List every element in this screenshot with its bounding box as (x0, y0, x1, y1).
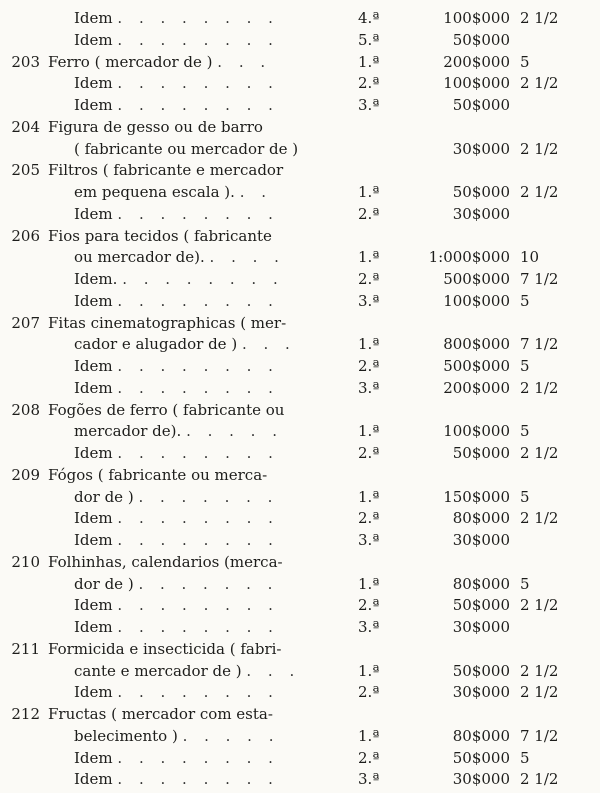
tax-value: 100$000 (443, 9, 510, 27)
table-row (0, 485, 600, 509)
item-description (74, 659, 346, 683)
item-description-text: em pequena escala ). (74, 183, 235, 201)
tax-value: 100$000 (443, 291, 510, 310)
item-description (74, 506, 346, 530)
class-rank: 1.ª (358, 422, 380, 441)
table-row (0, 289, 600, 313)
class-rank: 3.ª (358, 770, 380, 789)
tax-value: 30$000 (452, 139, 510, 158)
item-description (74, 572, 346, 596)
item-description (74, 71, 346, 95)
table-row (0, 463, 600, 487)
rate: 5 (520, 748, 530, 767)
dot-leader: . . . . . . . . (117, 748, 279, 767)
dot-leader: . . . . . . . . (117, 683, 279, 702)
item-description (74, 376, 346, 400)
dot-leader: . . . . . . . (138, 487, 279, 506)
class-rank: 2.ª (358, 204, 380, 223)
dot-leader: . . . . . . . . (117, 770, 279, 789)
class-rank: 2.ª (358, 748, 380, 767)
table-row (0, 93, 600, 117)
tax-value: 50$000 (452, 96, 510, 114)
class-rank: 2.ª (358, 596, 380, 615)
item-description-text: Fógos ( fabricante ou merca- (48, 465, 268, 484)
item-description-text: Figura de gesso ou de barro (48, 117, 263, 136)
item-description-text: Formicida e insecticida ( fabri- (48, 639, 282, 658)
tax-value: 100$000 (443, 74, 510, 93)
class-rank: 1.ª (358, 183, 380, 201)
table-row (0, 746, 600, 770)
item-description (74, 289, 346, 313)
item-description-text: Idem (74, 509, 113, 528)
item-number: 203 (11, 52, 40, 71)
class-rank: 2.ª (358, 270, 380, 288)
class-rank: 5.ª (358, 30, 380, 49)
tax-value: 80$000 (452, 574, 510, 593)
tax-value: 500$000 (443, 357, 510, 375)
item-number: 204 (11, 117, 40, 136)
item-description (74, 419, 346, 443)
table-row (0, 767, 600, 791)
rate: 2 1/2 (520, 509, 559, 528)
item-description (48, 311, 346, 335)
table-row (0, 376, 600, 400)
rate: 2 1/2 (520, 139, 559, 158)
table-row (0, 506, 600, 530)
rate: 2 1/2 (520, 183, 559, 201)
item-description (74, 593, 346, 617)
dot-leader: . . . . . (182, 726, 280, 745)
class-rank: 1.ª (358, 487, 380, 506)
item-description-text: Idem. (74, 270, 118, 288)
item-description-text: Filtros ( fabricante e mercador (48, 161, 284, 180)
rate: 5 (520, 357, 530, 375)
item-description (48, 224, 346, 248)
tax-value: 30$000 (452, 531, 510, 549)
item-description (48, 50, 346, 74)
item-description (74, 724, 346, 748)
item-description-text: Idem (74, 770, 113, 789)
item-description (74, 441, 346, 465)
item-description (74, 93, 346, 117)
tax-value: 50$000 (452, 444, 510, 462)
tax-value: 50$000 (452, 748, 510, 767)
dot-leader: . . . . . . . . (117, 509, 279, 528)
item-description-text: Fios para tecidos ( fabricante (48, 226, 272, 245)
item-description (48, 637, 346, 661)
class-rank: 3.ª (358, 291, 380, 310)
class-rank: 1.ª (358, 574, 380, 593)
dot-leader: . . . . . . . (138, 574, 279, 593)
dot-leader: . . . . . . . . (117, 30, 279, 49)
dot-leader: . . . . . . . . (122, 270, 284, 288)
rate: 5 (520, 52, 530, 71)
item-description (74, 615, 346, 639)
item-description-text: belecimento ) (74, 726, 178, 745)
tax-value: 30$000 (452, 770, 510, 789)
item-description (74, 28, 346, 52)
table-row (0, 419, 600, 443)
item-description (74, 180, 346, 204)
class-rank: 2.ª (358, 444, 380, 462)
tax-value: 150$000 (443, 487, 510, 506)
table-row (0, 724, 600, 748)
class-rank: 1.ª (358, 335, 380, 354)
rate: 10 (520, 248, 540, 267)
rate: 5 (520, 422, 530, 441)
table-row (0, 180, 600, 204)
item-description-text: Idem (74, 618, 113, 636)
item-number: 207 (11, 313, 40, 332)
rate: 7 1/2 (520, 726, 559, 745)
item-description (74, 332, 346, 356)
table-row (0, 593, 600, 617)
item-description-text: Idem (74, 378, 113, 397)
item-description-text: dor de ) (74, 487, 134, 506)
dot-leader: . . . . . . . . (117, 204, 279, 223)
rate: 2 1/2 (520, 378, 559, 397)
dot-leader: . . . . . . . . (117, 378, 279, 397)
item-description (74, 485, 346, 509)
table-row (0, 267, 600, 291)
item-description-text: ou mercador de). (74, 248, 205, 267)
item-description-text: Idem (74, 291, 113, 310)
item-description (74, 767, 346, 791)
item-description (74, 202, 346, 226)
item-description-text: cante e mercador de ) (74, 661, 242, 680)
item-number: 206 (11, 226, 40, 245)
item-description (74, 6, 346, 30)
item-description-text: Idem (74, 748, 113, 767)
table-row (0, 659, 600, 683)
dot-leader: . . . (217, 52, 272, 71)
item-description (48, 550, 346, 574)
item-description (74, 137, 346, 161)
table-row (0, 550, 600, 574)
table-row (0, 311, 600, 335)
class-rank: 2.ª (358, 357, 380, 375)
table-row (0, 615, 600, 639)
item-description (48, 463, 346, 487)
tax-value: 1:000$000 (428, 248, 510, 267)
rate: 2 1/2 (520, 661, 559, 680)
item-number: 210 (11, 552, 40, 571)
item-description-text: Idem (74, 444, 113, 462)
table-row (0, 245, 600, 269)
item-description-text: Idem (74, 357, 113, 375)
tax-value: 80$000 (452, 726, 510, 745)
item-description-text: dor de ) (74, 574, 134, 593)
item-description-text: Idem (74, 96, 113, 114)
tax-value: 500$000 (443, 270, 510, 288)
tax-value: 30$000 (452, 618, 510, 636)
tax-value: 50$000 (452, 596, 510, 615)
tax-value: 50$000 (452, 661, 510, 680)
tax-value: 50$000 (452, 30, 510, 49)
item-description (74, 528, 346, 552)
table-row (0, 202, 600, 226)
table-row (0, 702, 600, 726)
dot-leader: . . . (241, 335, 296, 354)
dot-leader: . . (239, 183, 272, 201)
rate: 2 1/2 (520, 74, 559, 93)
dot-leader: . . . . . . . . (117, 357, 279, 375)
item-description-text: cador e alugador de ) (74, 335, 238, 354)
item-description-text: Idem (74, 596, 113, 615)
item-number: 209 (11, 465, 40, 484)
class-rank: 3.ª (358, 96, 380, 114)
rate: 5 (520, 487, 530, 506)
tax-value: 80$000 (452, 509, 510, 528)
class-rank: 1.ª (358, 52, 380, 71)
table-row (0, 441, 600, 465)
tax-value: 50$000 (452, 183, 510, 201)
table-row (0, 354, 600, 378)
item-description-text: Idem (74, 531, 113, 549)
table-row (0, 398, 600, 422)
table-row (0, 572, 600, 596)
tax-value: 30$000 (452, 683, 510, 702)
dot-leader: . . . . . . . . (117, 9, 279, 27)
rate: 7 1/2 (520, 270, 559, 288)
tax-value: 200$000 (443, 378, 510, 397)
item-description-text: Fogões de ferro ( fabricante ou (48, 400, 285, 419)
rate: 2 1/2 (520, 444, 559, 462)
item-number: 212 (11, 705, 40, 723)
class-rank: 2.ª (358, 74, 380, 93)
dot-leader: . . . . . . . . (117, 444, 279, 462)
item-description-text: Idem (74, 30, 113, 49)
class-rank: 3.ª (358, 531, 380, 549)
dot-leader: . . . . . . . . (117, 618, 279, 636)
item-description (74, 245, 346, 269)
item-description (48, 158, 346, 182)
class-rank: 2.ª (358, 683, 380, 702)
item-description (48, 702, 346, 726)
dot-leader: . . . (246, 661, 301, 680)
table-row (0, 637, 600, 661)
item-description (48, 115, 346, 139)
class-rank: 1.ª (358, 661, 380, 680)
table-row (0, 50, 600, 74)
item-description (48, 398, 346, 422)
item-description-text: Fructas ( mercador com esta- (48, 705, 273, 723)
table-row (0, 115, 600, 139)
tax-value: 100$000 (443, 422, 510, 441)
rate: 2 1/2 (520, 770, 559, 789)
dot-leader: . . . . . . . . (117, 531, 279, 549)
class-rank: 4.ª (358, 9, 380, 27)
item-number: 205 (11, 161, 40, 180)
dot-leader: . . . . . . . . (117, 74, 279, 93)
item-description-text: Idem (74, 74, 113, 93)
class-rank: 3.ª (358, 378, 380, 397)
item-description-text: Folhinhas, calendarios (merca- (48, 552, 283, 571)
item-description (74, 680, 346, 704)
tax-value: 800$000 (443, 335, 510, 354)
table-row (0, 224, 600, 248)
dot-leader: . . . . . . . . (117, 96, 279, 114)
dot-leader: . . . . . . . . (117, 291, 279, 310)
class-rank: 1.ª (358, 248, 380, 267)
item-description-text: Idem (74, 9, 113, 27)
dot-leader: . . . . . . . . (117, 596, 279, 615)
item-description (74, 267, 346, 291)
table-row (0, 332, 600, 356)
table-row (0, 680, 600, 704)
table-row (0, 28, 600, 52)
tax-value: 30$000 (452, 204, 510, 223)
rate: 2 1/2 (520, 683, 559, 702)
dot-leader: . . . . . (186, 422, 283, 441)
table-row (0, 6, 600, 30)
class-rank: 2.ª (358, 509, 380, 528)
item-description-text: Fitas cinematographicas ( mer- (48, 313, 287, 332)
rate: 5 (520, 291, 530, 310)
table-row (0, 528, 600, 552)
item-description-text: Ferro ( mercador de ) (48, 52, 213, 71)
item-description-text: mercador de). (74, 422, 182, 441)
table-row (0, 71, 600, 95)
rate: 5 (520, 574, 530, 593)
item-description-text: ( fabricante ou mercador de ) (74, 139, 299, 158)
item-description-text: Idem (74, 204, 113, 223)
table-row (0, 158, 600, 182)
rate: 7 1/2 (520, 335, 559, 354)
tax-value: 200$000 (443, 52, 510, 71)
rate: 2 1/2 (520, 596, 559, 615)
class-rank: 1.ª (358, 726, 380, 745)
rate: 2 1/2 (520, 9, 559, 27)
dot-leader: . . . . (209, 248, 285, 267)
item-number: 208 (11, 400, 40, 419)
item-description-text: Idem (74, 683, 113, 702)
table-row (0, 137, 600, 161)
item-description (74, 354, 346, 378)
item-description (74, 746, 346, 770)
item-number: 211 (11, 639, 40, 658)
class-rank: 3.ª (358, 618, 380, 636)
